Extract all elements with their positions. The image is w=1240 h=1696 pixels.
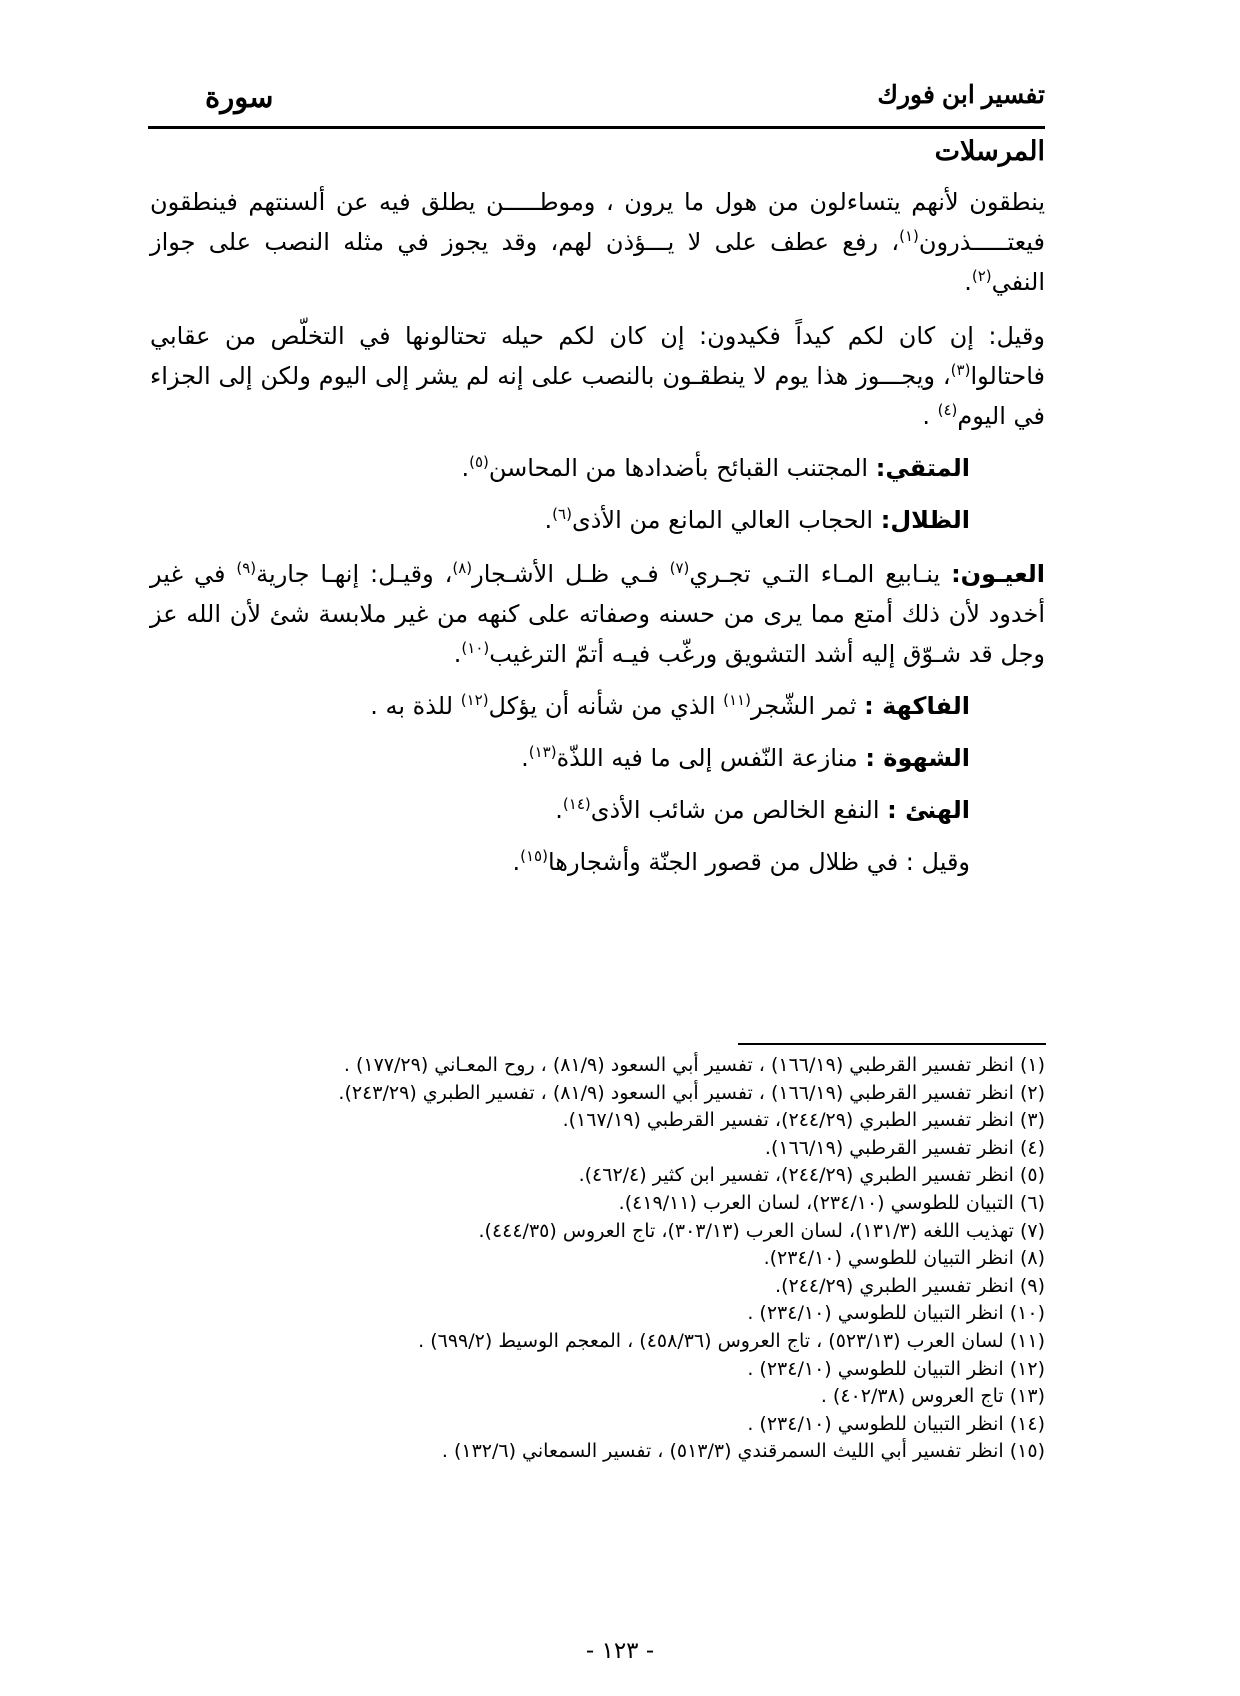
entry-term: الفاكهة : xyxy=(864,692,970,720)
footnote-10: (١٠) انظر التبيان للطوسي (٢٣٤/١٠) . xyxy=(747,1302,1045,1325)
entry-term: العيـون: xyxy=(951,560,1045,588)
entry-qila xyxy=(150,842,1045,882)
running-header-book-title: تفسير ابن فورك xyxy=(877,81,1045,109)
entry-end: . xyxy=(461,454,470,482)
footnote-ref-5: (٥) xyxy=(469,453,489,471)
entry-alhani xyxy=(150,790,1045,830)
entry-definition: وقيل : في ظلال من قصور الجنّة وأشجارها xyxy=(547,848,970,876)
entry-alzilal xyxy=(150,500,1045,540)
entry-aluyun xyxy=(150,554,1045,674)
running-header-surah-label: سورة xyxy=(205,82,274,114)
paragraph-1 xyxy=(150,182,1045,302)
entry-definition-c: للذة به . xyxy=(370,692,461,720)
footnote-ref-6: (٦) xyxy=(552,505,572,523)
footnote-9: (٩) انظر تفسير الطبري (٢٤٤/٢٩). xyxy=(775,1274,1045,1297)
entry-end: . xyxy=(453,640,462,668)
footnote-ref-11: (١١) xyxy=(723,691,751,709)
entry-definition: منازعة النّفس إلى ما فيه اللذّة xyxy=(556,744,866,772)
entry-almuttaqi xyxy=(150,448,1045,488)
footnote-14: (١٤) انظر التبيان للطوسي (٢٣٤/١٠) . xyxy=(747,1412,1045,1435)
entry-term: الشهوة : xyxy=(865,744,970,772)
paragraph-1-text-a: ينطقون لأنهم يتساءلون من هول ما يرون ، وموطـــــن يطلق فيه عن ألسنتهم فينطقون فيعتـــــذرون xyxy=(150,188,1045,256)
paragraph-2-end: . xyxy=(922,402,938,430)
entry-alfakiha xyxy=(150,686,1045,726)
footnote-6: (٦) التبيان للطوسي (٢٣٤/١٠)، لسان العرب (٤١٩/١١). xyxy=(618,1191,1045,1214)
footnote-1: (١) انظر تفسير القرطبي (١٦٦/١٩) ، تفسير أبي السعود (٨١/٩) ، روح المعـاني (١٧٧/٢٩) . xyxy=(343,1054,1045,1076)
entry-end: . xyxy=(521,744,529,772)
footnote-ref-12: (١٢) xyxy=(460,691,489,709)
entry-term: الظلال: xyxy=(880,506,970,534)
footnote-2: (٢) انظر تفسير القرطبي (١٦٦/١٩) ، تفسير أبي السعود (٨١/٩) ، تفسير الطبري (٢٤٣/٢٩). xyxy=(338,1081,1045,1104)
entry-definition-b: فـي ظـل الأشـجار xyxy=(472,560,670,588)
footnote-ref-3: (٣) xyxy=(950,361,971,379)
footnote-ref-1: (١) xyxy=(899,227,919,245)
entry-end: . xyxy=(555,796,563,824)
footnote-8: (٨) انظر التبيان للطوسي (٢٣٤/١٠). xyxy=(763,1247,1045,1270)
main-text xyxy=(150,182,1045,882)
entry-term: الهنئ : xyxy=(887,796,970,824)
surah-name: المرسلات xyxy=(934,136,1045,166)
entry-definition-a: ثمر الشّجر xyxy=(750,692,865,720)
footnote-11: (١١) لسان العرب (٥٢٣/١٣) ، تاج العروس (٤٥٨/٣٦) ، المعجم الوسيط (٦٩٩/٢) . xyxy=(418,1329,1045,1352)
entry-definition-c: ، وقيـل: إنهـا جارية xyxy=(256,560,453,588)
footnote-4: (٤) انظر تفسير القرطبي (١٦٦/١٩). xyxy=(764,1136,1045,1159)
footnote-ref-9: (٩) xyxy=(236,559,257,577)
footnote-separator xyxy=(738,1043,1046,1045)
footnote-ref-14: (١٤) xyxy=(562,795,591,813)
paragraph-2-text-a: وقيل: إن كان لكم كيداً فكيدون: إن كان لكم حيله تحتالونها في التخلّص من عقابي فاحتالوا xyxy=(150,322,1045,390)
footnotes xyxy=(145,1052,1045,1466)
page-number: - ١٢٣ - xyxy=(585,1638,655,1664)
paragraph-2 xyxy=(150,316,1045,436)
footnote-ref-10: (١٠) xyxy=(461,639,490,657)
entry-end: . xyxy=(544,506,553,534)
paragraph-1-text-b: ، رفع عطف على لا يـــؤذن لهم، وقد يجوز في مثله النصب على جواز النفي xyxy=(150,228,1045,296)
footnote-13: (١٣) تاج العروس (٤٠٢/٣٨) . xyxy=(820,1385,1045,1408)
entry-alshahwa xyxy=(150,738,1045,778)
footnote-7: (٧) تهذيب اللغه (١٣١/٣)، لسان العرب (٣٠٣/١٣)، تاج العروس (٤٤٤/٣٥). xyxy=(478,1219,1045,1242)
paragraph-2-text-b: ، ويجـــوز هذا يوم لا ينطقـون بالنصب على إنه لم يشر إلى اليوم ولكن إلى الجزاء في اليوم xyxy=(150,362,1045,430)
footnote-12: (١٢) انظر التبيان للطوسي (٢٣٤/١٠) . xyxy=(747,1357,1045,1380)
footnote-ref-15: (١٥) xyxy=(520,847,548,865)
footnote-ref-8: (٨) xyxy=(452,559,473,577)
footnote-ref-7: (٧) xyxy=(669,559,690,577)
footnote-3: (٣) انظر تفسير الطبري (٢٤٤/٢٩)، تفسير القرطبي (١٦٧/١٩). xyxy=(562,1109,1045,1132)
footnote-15: (١٥) انظر تفسير أبي الليث السمرقندي (٥١٣/٣) ، تفسير السمعاني (١٣٢/٦) . xyxy=(441,1440,1045,1463)
entry-end: . xyxy=(512,848,521,876)
footnote-5: (٥) انظر تفسير الطبري (٢٤٤/٢٩)، تفسير ابن كثير (٤٦٢/٤). xyxy=(578,1164,1045,1187)
entry-definition-d: في غير أخدود لأن ذلك أمتع مما يرى من حسنه وصفاته على كنهه من غير ملابسة شئ لأن الله عز وجل قد شـوّق إليه أشد التشويق ورغّب فيـه أتمّ الترغيب xyxy=(150,560,1045,668)
footnote-ref-4: (٤) xyxy=(937,401,958,419)
header-rule xyxy=(148,126,1045,129)
paragraph-1-end: . xyxy=(964,268,972,296)
footnote-ref-2: (٢) xyxy=(971,267,992,285)
entry-term: المتقي: xyxy=(875,454,970,482)
entry-definition: المجتنب القبائح بأضدادها من المحاسن xyxy=(488,454,876,482)
entry-definition-b: الذي من شأنه أن يؤكل xyxy=(488,692,724,720)
footnote-ref-13: (١٣) xyxy=(528,743,557,761)
entry-definition-a: ينـابيع المـاء التـي تجـري xyxy=(689,560,952,588)
entry-definition: النفع الخالص من شائب الأذى xyxy=(590,796,888,824)
entry-definition: الحجاب العالي المانع من الأذى xyxy=(571,506,881,534)
